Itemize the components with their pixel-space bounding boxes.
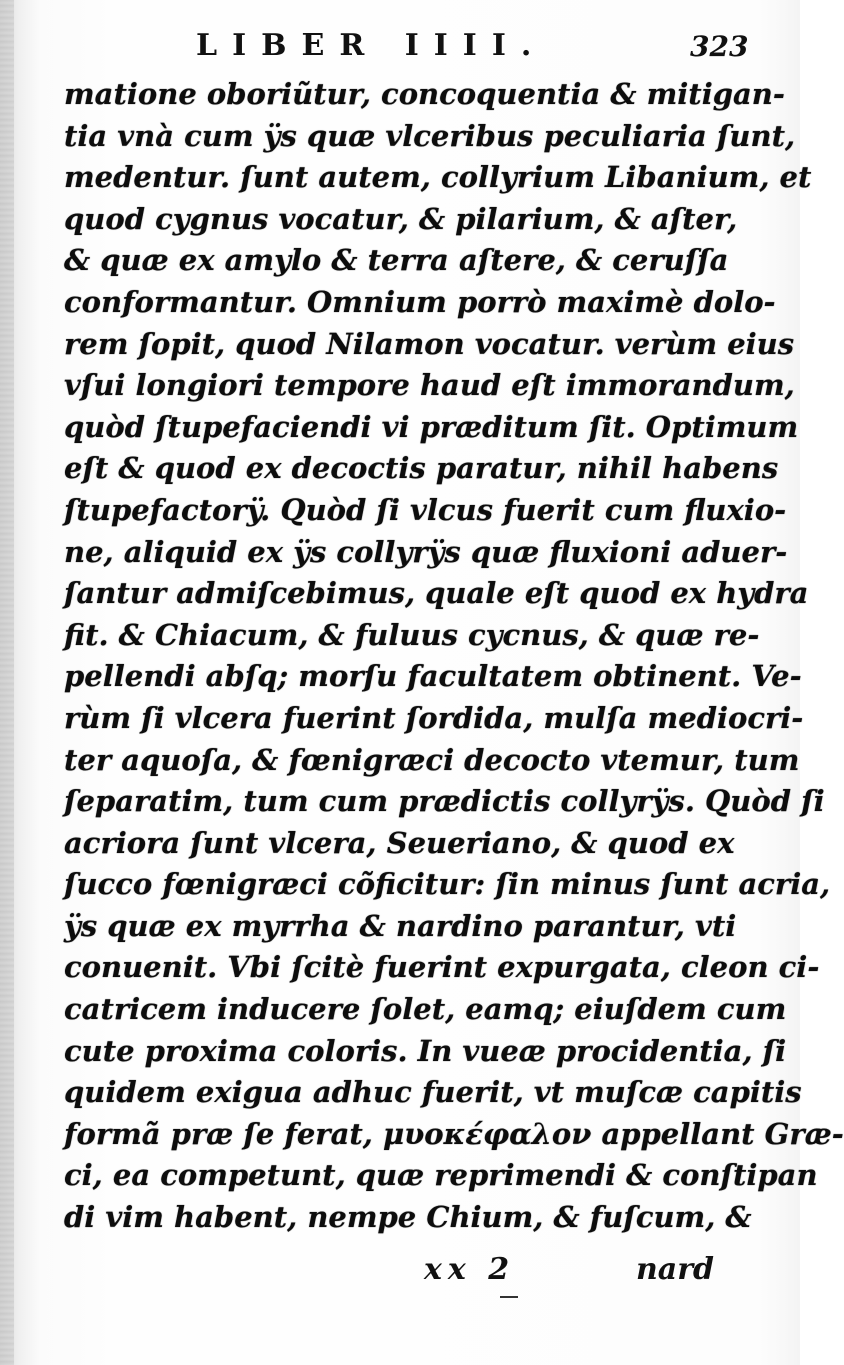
text-line: matione oboriũtur, concoquentia & mitigan-: [64, 77, 785, 111]
text-line: medentur. ſunt autem, collyrium Libanium, et: [64, 160, 812, 195]
text-line: acriora ſunt vlcera, Seueriano, & quod ex: [64, 825, 735, 860]
text-line: ſucco fœnigræci cõficitur: ſin minus ſunt acria,: [64, 867, 831, 902]
text-line: rem ſopit, quod Nilamon vocatur. verùm eius: [64, 326, 795, 361]
text-line: vſui longiori tempore haud eſt immorandum,: [64, 368, 795, 403]
running-title: LIBER IIII.: [196, 28, 547, 63]
text-line: formã præ ſe ferat, μυοκέφαλον appellant Græ-: [64, 1116, 844, 1151]
page-footer: [0, 1252, 800, 1292]
text-line: conformantur. Omnium porrò maximè dolo-: [64, 284, 776, 319]
text-line: ſantur admiſcebimus, quale eſt quod ex hydra: [64, 576, 809, 611]
text-line: di vim habent, nempe Chium, & fuſcum, &: [64, 1200, 752, 1235]
text-line: ſtupefactorÿ. Quòd ſi vlcus fuerit cum fluxio-: [64, 492, 787, 527]
page-number: 323: [690, 30, 749, 63]
text-line: ter aquoſa, & fœnigræci decocto vtemur, tum: [64, 742, 800, 777]
text-line: ne, aliquid ex ÿs collyrÿs quæ fluxioni aduer-: [64, 534, 788, 569]
text-line: quidem exigua adhuc fuerit, vt muſcæ capitis: [64, 1075, 802, 1110]
text-line: catricem inducere ſolet, eamq; eiuſdem cum: [64, 992, 787, 1027]
text-line: eſt & quod ex decoctis paratur, nihil habens: [64, 451, 779, 486]
text-line: ÿs quæ ex myrrha & nardino parantur, vti: [64, 908, 737, 943]
text-line: rùm ſi vlcera fuerint ſordida, mulſa mediocri-: [64, 700, 804, 735]
text-line: quod cygnus vocatur, & pilarium, & aſter,: [64, 201, 738, 236]
text-line: ci, ea competunt, quæ reprimendi & conſtipan: [64, 1158, 818, 1193]
signature-rule: [500, 1296, 518, 1298]
body-text: [64, 74, 844, 1239]
scan-shadow: [0, 0, 14, 1365]
text-line: quòd ſtupefaciendi vi præditum ſit. Optimum: [64, 409, 799, 444]
text-line: conuenit. Vbi ſcitè fuerint expurgata, cleon ci-: [64, 950, 820, 985]
text-line: fit. & Chiacum, & fuluus cycnus, & quæ re-: [64, 617, 760, 652]
catchword: nard: [636, 1252, 715, 1287]
signature-mark: xx 2: [424, 1252, 516, 1287]
text-line: pellendi abſq; morſu facultatem obtinent. Ve-: [64, 659, 802, 694]
page-header: [0, 28, 800, 68]
text-line: tia vnà cum ÿs quæ vlceribus peculiaria ſunt,: [64, 118, 796, 153]
text-line: & quæ ex amylo & terra aſtere, & ceruſſa: [64, 243, 729, 278]
text-line: ſeparatim, tum cum prædictis collyrÿs. Quòd ſi: [64, 784, 825, 819]
text-line: cute proxima coloris. In vueæ procidentia, ſi: [64, 1033, 787, 1068]
